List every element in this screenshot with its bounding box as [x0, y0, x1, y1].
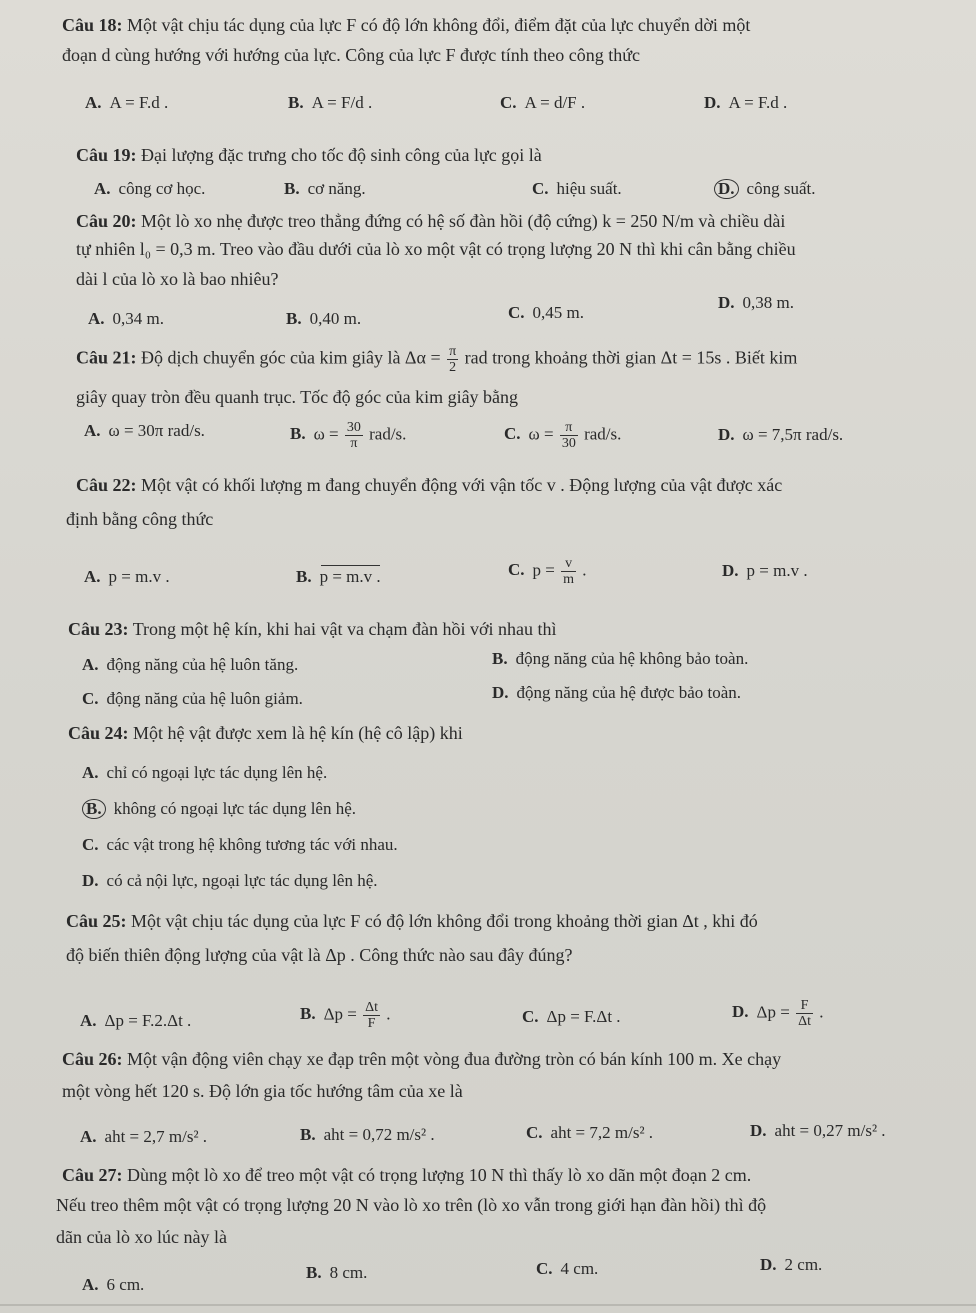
- q22-option-c: C. p = $\frac{v}{m}$ .: [508, 556, 587, 587]
- q23-line1: Câu 23: Trong một hệ kín, khi hai vật va chạm đàn hồi với nhau thì: [68, 619, 557, 639]
- q21-option-d: D. ω = 7,5π rad/s.: [718, 425, 844, 444]
- q21-line2: giây quay tròn đều quanh trục. Tốc độ góc của kim giây bằng: [76, 387, 519, 407]
- q26-line1: Câu 26: Một vận động viên chạy xe đạp trên một vòng đua đường tròn có bán kính 100 m. Xe chạy: [62, 1049, 782, 1069]
- q27-option-d: D. 2 cm.: [760, 1255, 823, 1274]
- q25-option-d: D. Δp = $\frac{F}{\Delta t}$ .: [732, 998, 824, 1029]
- q19-option-d: D. công suất.: [714, 178, 815, 200]
- q27-line2: Nếu treo thêm một vật có trọng lượng 20 N vào lò xo trên (lò xo vẫn trong giới hạn đàn hồi) thì độ: [56, 1195, 767, 1215]
- q18-option-a: A. A = F.d .: [85, 93, 169, 112]
- q22-line2: định bằng công thức: [66, 509, 214, 529]
- q19-line1: Câu 19: Đại lượng đặc trưng cho tốc độ sinh công của lực gọi là: [76, 145, 542, 165]
- q20-line1: Câu 20: Một lò xo nhẹ được treo thẳng đứng có hệ số đàn hồi (độ cứng) k = 250 N/m và chiều dài: [76, 211, 786, 231]
- q23-option-b: B. động năng của hệ không bảo toàn.: [492, 649, 749, 668]
- q24-option-d: D. có cả nội lực, ngoại lực tác dụng lên hệ.: [82, 871, 378, 890]
- q23-option-c: C. động năng của hệ luôn giảm.: [82, 689, 303, 708]
- q27-option-b: B. 8 cm.: [306, 1263, 368, 1282]
- q25-line2: độ biến thiên động lượng của vật là Δp . Công thức nào sau đây đúng?: [66, 945, 573, 965]
- q20-line2: tự nhiên l₀ = 0,3 m. Treo vào đầu dưới của lò xo một vật có trọng lượng 20 N thì khi cân bằng chiều: [76, 239, 796, 259]
- q21-option-c: C. ω = $\frac{\pi}{30}$ rad/s.: [504, 420, 622, 451]
- q18-option-d: D. A = F.d .: [704, 93, 788, 112]
- q26-option-c: C. aht = 7,2 m/s² .: [526, 1123, 654, 1142]
- q21-option-b: B. ω = $\frac{30}{\pi}$ rad/s.: [290, 420, 407, 451]
- q24-option-b: B. không có ngoại lực tác dụng lên hệ.: [82, 798, 356, 820]
- q20-option-d: D. 0,38 m.: [718, 293, 795, 312]
- q27-line3: dãn của lò xo lúc này là: [56, 1227, 227, 1247]
- q18-option-b: B. A = F/d .: [288, 93, 373, 112]
- q26-option-a: A. aht = 2,7 m/s² .: [80, 1127, 208, 1146]
- q24-option-c: C. các vật trong hệ không tương tác với nhau.: [82, 835, 398, 854]
- q18-line1: [62, 14, 750, 36]
- q18-text: Một vật chịu tác dụng của lực F có độ lớn không đổi, điểm đặt của lực chuyển dời một: [122, 15, 751, 35]
- q24-option-a: A. chỉ có ngoại lực tác dụng lên hệ.: [82, 763, 328, 782]
- q26-line2: một vòng hết 120 s. Độ lớn gia tốc hướng tâm của xe là: [62, 1081, 463, 1101]
- q27-option-a: A. 6 cm.: [82, 1275, 145, 1294]
- q25-option-c: C. Δp = F.Δt .: [522, 1007, 621, 1026]
- q18-line2: đoạn d cùng hướng với hướng của lực. Công của lực F được tính theo công thức: [62, 45, 641, 65]
- q22-line1: Câu 22: Một vật có khối lượng m đang chuyển động với vận tốc v . Động lượng của vật được xác: [76, 475, 783, 495]
- q20-option-a: A. 0,34 m.: [88, 309, 165, 328]
- q21-option-a: A. ω = 30π rad/s.: [84, 421, 205, 440]
- q26-option-b: B. aht = 0,72 m/s² .: [300, 1125, 435, 1144]
- q22-option-a: A. p = m.v .: [84, 567, 170, 586]
- q24-line1: Câu 24: Một hệ vật được xem là hệ kín (hệ cô lập) khi: [68, 723, 463, 743]
- q20-option-c: C. 0,45 m.: [508, 303, 585, 322]
- q23-option-d: D. động năng của hệ được bảo toàn.: [492, 683, 742, 702]
- q19-option-b: B. cơ năng.: [284, 179, 366, 198]
- q21-fraction: $\frac{\pi}{2}$: [449, 344, 457, 375]
- page-bottom-divider: [0, 1304, 976, 1306]
- q25-line1: Câu 25: Một vật chịu tác dụng của lực F có độ lớn không đổi trong khoảng thời gian Δt , khi đó: [66, 911, 758, 931]
- q25-option-b: B. Δp = $\frac{\Delta t}{F}$ .: [300, 1000, 391, 1031]
- q23-option-a: A. động năng của hệ luôn tăng.: [82, 655, 299, 674]
- q20-line3: dài l của lò xo là bao nhiêu?: [76, 269, 279, 289]
- q22-option-d: D. p = m.v .: [722, 561, 808, 580]
- q18-option-c: C. A = d/F .: [500, 93, 586, 112]
- q19-option-a: A. công cơ học.: [94, 179, 206, 198]
- q22-option-b: B. p = m.v .: [296, 567, 381, 586]
- q27-line1: Câu 27: Dùng một lò xo để treo một vật có trọng lượng 10 N thì thấy lò xo dãn một đoạn 2 cm.: [62, 1165, 752, 1185]
- q21-line1: Câu 21: Độ dịch chuyển góc của kim giây là Δα = $\frac{\pi}{2}$ rad trong khoảng thời gian Δt = 15s . Biết kim: [76, 344, 798, 375]
- q20-option-b: B. 0,40 m.: [286, 309, 362, 328]
- q26-option-d: D. aht = 0,27 m/s² .: [750, 1121, 886, 1140]
- q19-option-c: C. hiệu suất.: [532, 179, 622, 198]
- q18-number: Câu 18:: [62, 15, 123, 35]
- q25-option-a: A. Δp = F.2.Δt .: [80, 1011, 192, 1030]
- q27-option-c: C. 4 cm.: [536, 1259, 599, 1278]
